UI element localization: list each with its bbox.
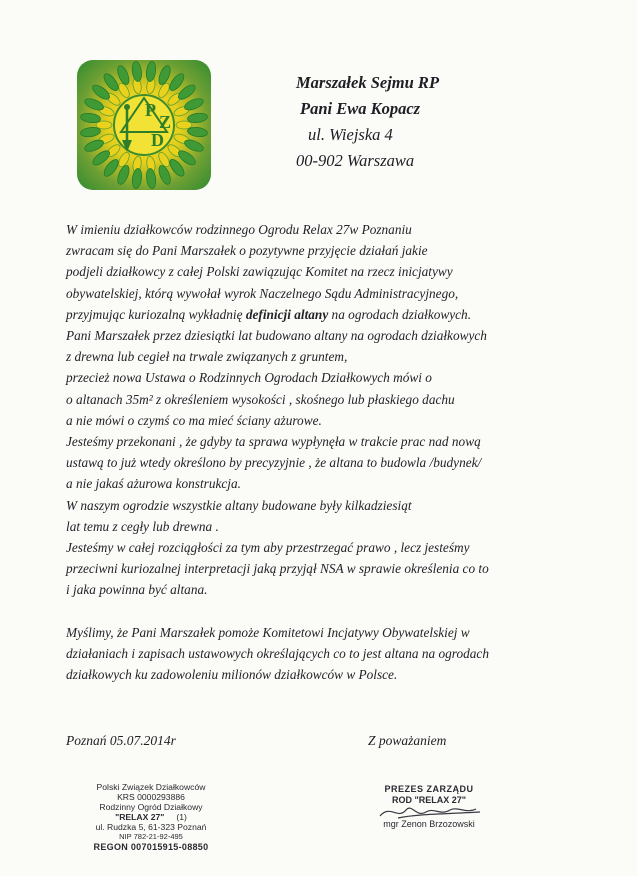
body-line: obywatelskiej, którą wywołał wyrok Naczelnego Sądu Administracyjnego, <box>66 285 459 301</box>
body-line: W naszym ogrodzie wszystkie altany budowane były kilkadziesiąt <box>66 497 412 513</box>
pzd-logo <box>77 60 211 190</box>
body-line: przecież nowa Ustawa o Rodzinnych Ogrodach Działkowych mówi o <box>66 370 432 386</box>
logo-petal <box>115 164 131 186</box>
stamp-role: PREZES ZARZĄDU <box>384 784 474 794</box>
body-line: ustawą to już wtedy określono by precyzyjnie , że altana to budowla /budynek/ <box>66 455 482 471</box>
body-line: o altanach 35m² z określeniem wysokości , skośnego lub płaskiego dachu <box>66 391 455 407</box>
stamp-garden: ROD "RELAX 27" <box>391 795 467 805</box>
body-line: zwracam się do Pani Marszałek o pozytywne przyjęcie działań jakie <box>66 243 428 259</box>
logo-petal <box>131 168 143 189</box>
recipient-title: Marszałek Sejmu RP <box>296 73 440 92</box>
logo-petal <box>96 121 112 129</box>
logo-petal <box>183 96 205 112</box>
paragraph-1 <box>66 219 566 325</box>
letter-date: Poznań 05.07.2014r <box>66 733 176 748</box>
body-line: z drewna lub cegieł na trwale związanych z gruntem, <box>66 349 348 365</box>
logo-petal <box>187 112 208 124</box>
logo-petal <box>157 164 173 186</box>
body-line: działaniach i zapisach ustawowych określających co to jest altana na ogrodach <box>66 645 489 661</box>
logo-petal <box>145 61 157 82</box>
logo-letter-d: D <box>151 130 164 150</box>
stamp-garden-name: "RELAX 27" (1) <box>115 812 187 822</box>
body-line: lat temu z cegły lub drewna . <box>66 518 219 534</box>
logo-petal <box>80 126 101 138</box>
body-line: Jesteśmy przekonani , że gdyby ta sprawa wypłynęła w trakcie prac nad nową <box>66 434 481 450</box>
paragraph-3 <box>66 622 566 686</box>
recipient-name: Pani Ewa Kopacz <box>300 99 421 118</box>
body-line: Pani Marszałek przez dziesiątki lat budowano altany na ogrodach działkowych <box>66 328 487 344</box>
logo-petal <box>176 121 192 129</box>
logo-letter-z: Z <box>159 112 172 132</box>
closing-regards: Z poważaniem <box>368 733 447 748</box>
recipient-address <box>296 70 439 174</box>
stamp-regon: REGON 007015915-08850 <box>93 842 209 852</box>
stamp-address: ul. Rudzka 5, 61-323 Poznań <box>95 822 207 832</box>
logo-petal <box>183 138 205 154</box>
stamp-signer-name: mgr Zenon Brzozowski <box>383 819 475 829</box>
body-line: a nie jakaś ażurowa konstrukcja. <box>66 476 241 492</box>
paragraph-2 <box>66 325 566 601</box>
logo-petal <box>131 61 143 82</box>
body-line: Myślimy, że Pani Marszałek pomoże Komitetowi Incjatywy Obywatelskiej w <box>66 624 470 640</box>
body-line: przeciwni kuriozalnej interpretacji jaką przyjął NSA w sprawie określenia co to <box>66 561 489 577</box>
body-text: na ogrodach działkowych. <box>328 306 472 322</box>
sunflower-emblem-icon <box>77 60 211 190</box>
logo-petal <box>157 64 173 86</box>
body-line: i jaka powinna być altana. <box>66 582 208 598</box>
letter-body <box>66 219 566 685</box>
body-line: a nie mówi o czymś co ma mieć ściany ażurowe. <box>66 412 322 428</box>
logo-petal <box>157 151 172 169</box>
body-line: działkowych ku zadowoleniu milionów działkowców w Polsce. <box>66 667 398 683</box>
logo-petal <box>157 81 172 99</box>
stamp-garden-type: Rodzinny Ogród Działkowy <box>99 802 203 812</box>
stamp-org-name: Polski Związek Działkowców <box>96 782 206 792</box>
recipient-city: 00-902 Warszawa <box>296 151 415 170</box>
body-text: przyjmując kuriozalną wykładnię <box>66 306 246 322</box>
logo-petal <box>117 81 132 99</box>
body-line <box>66 304 566 325</box>
logo-petal <box>117 151 132 169</box>
logo-petal <box>115 64 131 86</box>
stamp-nip: NIP 782-21-92-495 <box>119 832 183 841</box>
emphasis-definition: definicji altany <box>245 306 329 322</box>
logo-letter-p: P <box>145 100 156 120</box>
handwritten-signature <box>376 800 486 824</box>
logo-petal <box>83 96 105 112</box>
logo-petal <box>145 168 157 189</box>
stamp-krs: KRS 0000293886 <box>117 792 185 802</box>
recipient-street: ul. Wiejska 4 <box>308 125 393 144</box>
organization-stamp <box>76 782 226 852</box>
logo-petal <box>187 126 208 138</box>
logo-petal <box>80 112 101 124</box>
logo-petal <box>83 138 105 154</box>
body-line: podjeli działkowcy z całej Polski zawiązując Komitet na rzecz inicjatywy <box>66 264 453 280</box>
body-line: W imieniu działkowców rodzinnego Ogrodu Relax 27w Poznaniu <box>66 222 412 237</box>
body-line: Jesteśmy w całej rozciągłości za tym aby przestrzegać prawo , lecz jesteśmy <box>66 540 470 556</box>
